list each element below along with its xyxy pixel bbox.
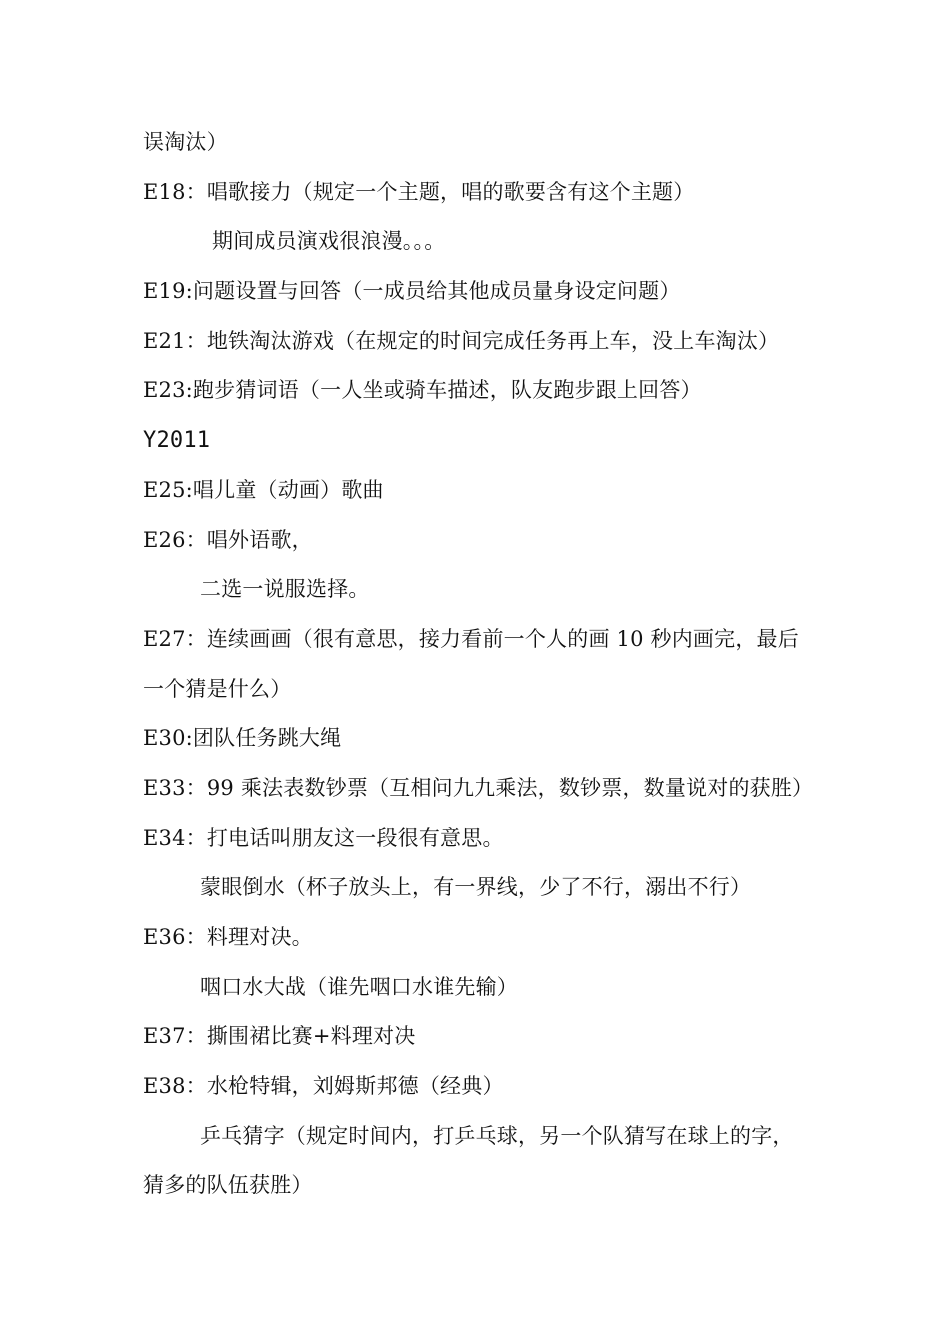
text-line: 咽口水大战（谁先咽口水谁先输） [200,974,518,999]
text-line: 误淘汰） [143,130,228,154]
episode-entry-e27: E27：连续画画（很有意思，接力看前一个人的画 10 秒内画完，最后 [143,626,799,651]
year-heading: Y2011 [143,428,211,454]
episode-entry-e26: E26：唱外语歌， [143,527,313,552]
episode-entry-e37: E37：撕围裙比赛+料理对决 [143,1024,416,1049]
text-line: 二选一说服选择。 [200,577,370,602]
episode-entry-e38: E38：水枪特辑，刘姆斯邦德（经典） [143,1074,504,1099]
text-line: 乒乓猜字（规定时间内，打乒乓球，另一个队猜写在球上的字， [200,1123,794,1148]
text-line: 一个猜是什么） [143,676,292,701]
episode-entry-e36: E36：料理对决。 [143,925,313,949]
document-body [143,118,823,1211]
episode-entry-e21: E21：地铁淘汰游戏（在规定的时间完成任务再上车，没上车淘汰） [143,328,780,353]
episode-entry-e25: E25:唱儿童（动画）歌曲 [143,477,384,502]
episode-entry-e33: E33：99 乘法表数钞票（互相问九九乘法，数钞票，数量说对的获胜） [143,775,814,800]
episode-entry-e19: E19:问题设置与回答（一成员给其他成员量身设定问题） [143,279,681,304]
episode-entry-e30: E30:团队任务跳大绳 [143,726,342,751]
episode-entry-e18: E18：唱歌接力（规定一个主题，唱的歌要含有这个主题） [143,179,695,204]
text-line: 期间成员演戏很浪漫。。。 [212,229,446,254]
text-line: 猜多的队伍获胜） [143,1173,313,1198]
episode-entry-e23: E23:跑步猜词语（一人坐或骑车描述，队友跑步跟上回答） [143,378,702,403]
episode-entry-e34: E34：打电话叫朋友这一段很有意思。 [143,825,504,850]
text-line: 蒙眼倒水（杯子放头上，有一界线，少了不行，溺出不行） [200,875,752,900]
